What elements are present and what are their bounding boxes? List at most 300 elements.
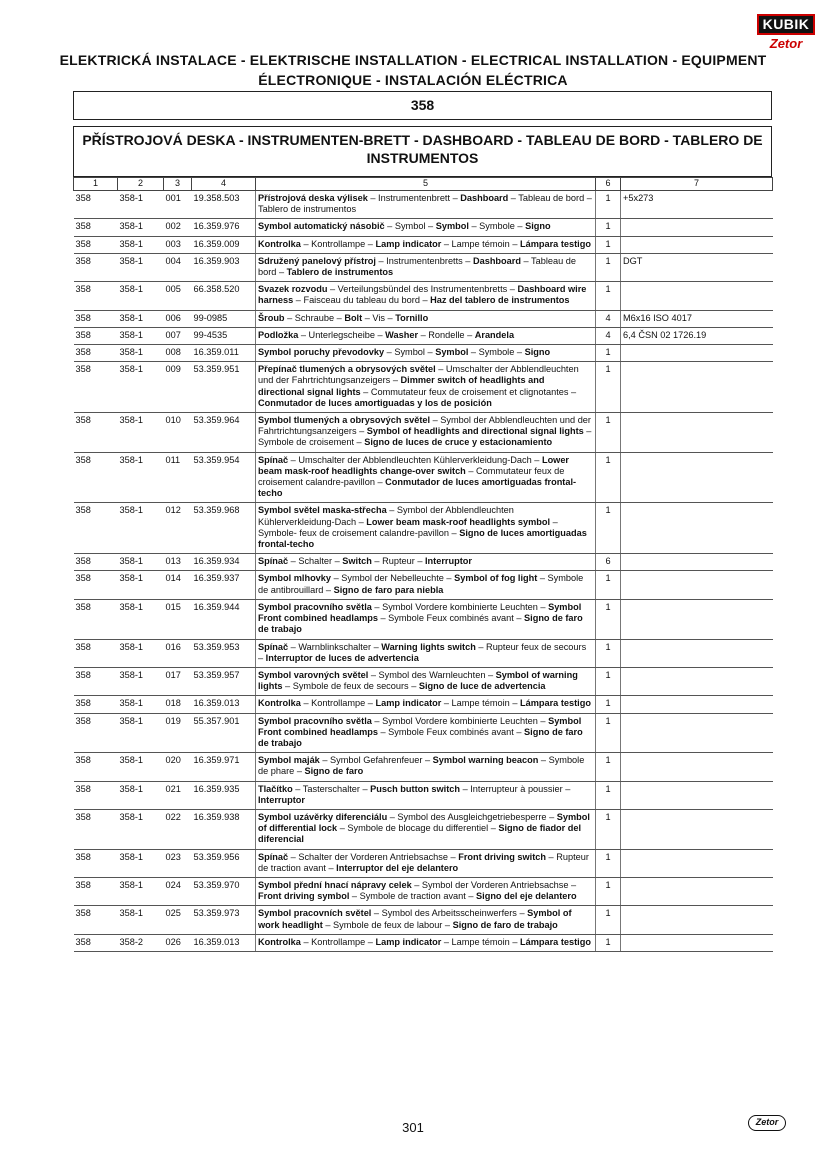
quantity-cell: 4 (596, 310, 621, 327)
table-row (74, 753, 773, 781)
description-segment: Signo de fiador del diferencial (258, 823, 582, 845)
column-header: 1 (74, 178, 118, 191)
group-cell: 358 (74, 452, 118, 503)
table-row (74, 713, 773, 753)
description-segment: Symbol (435, 221, 469, 232)
position-cell: 001 (164, 191, 192, 219)
group-number-box: 358 (73, 91, 772, 120)
description-segment: Tlačítko (258, 783, 293, 794)
figure-cell: 358-1 (118, 503, 164, 554)
group-cell: 358 (74, 554, 118, 571)
description-segment: – Commutateur feux de croisement et clignotantes – (360, 386, 577, 397)
figure-cell: 358-1 (118, 345, 164, 362)
note-cell (621, 599, 773, 639)
description-segment: – Rupteur – (371, 556, 425, 567)
description-segment: – Lampe témoin – (441, 698, 520, 709)
figure-cell: 358-2 (118, 934, 164, 951)
position-cell: 008 (164, 345, 192, 362)
description-segment: Přístrojová deska výlisek (258, 193, 368, 203)
description-cell (256, 503, 596, 554)
description-segment: Conmutador de luces amortiguadas frontal-techo (258, 477, 577, 499)
description-segment: – Rupteur de traction avant – (258, 851, 589, 873)
description-segment: Signo de faro (304, 766, 364, 777)
description-segment: Signo de luces amortiguadas frontal-techo (258, 527, 587, 550)
position-cell: 012 (164, 503, 192, 554)
description-segment: Lamp indicator (375, 936, 442, 947)
description-segment: – Rondelle – (418, 329, 475, 340)
note-cell (621, 713, 773, 753)
table-row (74, 809, 773, 849)
note-cell (621, 413, 773, 453)
description-segment: – Commutateur feux de croisement calandre-pavillon – (258, 465, 565, 488)
description-segment: Symbol pracovních světel (258, 908, 372, 919)
description-segment: – Tableau de bord – Tablero de instrumentos (258, 193, 592, 215)
table-row (74, 696, 773, 713)
description-segment: Conmutador de luces amortiguadas y los de posición (258, 397, 492, 408)
description-segment: – Vis – (362, 312, 396, 323)
description-cell (256, 934, 596, 951)
description-cell (256, 362, 596, 413)
description-segment: Lamp indicator (375, 698, 442, 709)
description-cell (256, 906, 596, 934)
figure-cell: 358-1 (118, 571, 164, 599)
group-cell: 358 (74, 753, 118, 781)
description-cell (256, 219, 596, 236)
table-row (74, 781, 773, 809)
group-cell: 358 (74, 327, 118, 344)
group-cell: 358 (74, 310, 118, 327)
quantity-cell: 1 (596, 809, 621, 849)
description-segment: Signo del eje delantero (476, 891, 577, 902)
description-segment: – Symbol des Warnleuchten – (368, 669, 496, 680)
note-cell (621, 877, 773, 905)
note-cell (621, 906, 773, 934)
description-segment: – Verteilungsbündel des Instrumentenbretts – (327, 284, 518, 295)
figure-cell: 358-1 (118, 599, 164, 639)
quantity-cell: 1 (596, 639, 621, 667)
figure-cell: 358-1 (118, 809, 164, 849)
note-cell (621, 753, 773, 781)
position-cell: 011 (164, 452, 192, 503)
description-segment: Interruptor del eje delantero (336, 862, 459, 873)
description-segment: Symbol of headlights and directional signal lights (366, 426, 584, 437)
description-segment: – Schraube – (284, 312, 345, 323)
description-segment: Bolt (344, 312, 363, 323)
quantity-cell: 1 (596, 571, 621, 599)
description-segment: Signo de faro de trabajo (452, 919, 558, 930)
document-header-line2: ÉLECTRONIQUE - INSTALACIÓN ELÉCTRICA (258, 72, 568, 88)
description-segment: Dashboard wire harness (258, 284, 587, 306)
description-segment: – Symbol Gefahrenfeuer – (319, 755, 433, 766)
description-segment: – Instrumentenbretts – (375, 255, 473, 266)
part-number-cell: 53.359.970 (192, 877, 256, 905)
description-segment: Symbol of fog light (454, 573, 538, 584)
description-segment: – Interrupteur à poussier – (460, 783, 571, 794)
description-segment: – Symbol – (384, 221, 436, 232)
description-segment: – Lampe témoin – (441, 936, 520, 947)
description-segment: Symbol of differential lock (258, 811, 590, 834)
group-cell: 358 (74, 906, 118, 934)
group-cell: 358 (74, 599, 118, 639)
description-segment: – Rupteur feux de secours – (258, 641, 587, 663)
description-cell (256, 413, 596, 453)
position-cell: 017 (164, 667, 192, 695)
part-number-cell: 53.359.957 (192, 667, 256, 695)
column-header: 3 (164, 178, 192, 191)
description-segment: Lower beam mask-roof headlights symbol (366, 516, 551, 527)
description-segment: Spínač (258, 556, 289, 567)
position-cell: 004 (164, 253, 192, 281)
description-segment: Tablero de instrumentos (286, 267, 394, 278)
description-segment: Symbol mlhovky (258, 573, 332, 584)
description-segment: Symbol pracovního světla (258, 715, 372, 726)
description-segment: Arandela (474, 329, 515, 340)
table-row (74, 639, 773, 667)
group-cell: 358 (74, 413, 118, 453)
quantity-cell: 1 (596, 696, 621, 713)
description-segment: – Symbol des Ausgleichgetriebesperre – (387, 811, 557, 822)
description-segment: – Symbol Vordere kombinierte Leuchten – (371, 715, 549, 726)
description-cell (256, 696, 596, 713)
description-segment: Symbol tlumených a obrysových světel (258, 415, 431, 426)
description-segment: – Tasterschalter – (292, 783, 371, 794)
description-segment: Signo de faro para niebla (333, 584, 444, 595)
description-segment: – Schalter der Vorderen Antriebsachse – (288, 851, 459, 862)
description-cell (256, 253, 596, 281)
column-header: 4 (192, 178, 256, 191)
note-cell (621, 696, 773, 713)
quantity-cell: 1 (596, 781, 621, 809)
part-number-cell: 16.359.935 (192, 781, 256, 809)
description-cell (256, 781, 596, 809)
position-cell: 022 (164, 809, 192, 849)
description-cell (256, 310, 596, 327)
part-number-cell: 53.359.953 (192, 639, 256, 667)
description-cell (256, 282, 596, 310)
quantity-cell: 1 (596, 219, 621, 236)
zetor-footer-logo: Zetor (748, 1115, 786, 1131)
description-cell (256, 809, 596, 849)
group-cell: 358 (74, 503, 118, 554)
group-cell: 358 (74, 713, 118, 753)
description-segment: – Tableau de bord – (258, 255, 576, 278)
description-segment: – Instrumentenbrett – (367, 193, 461, 203)
figure-cell: 358-1 (118, 713, 164, 753)
note-cell (621, 219, 773, 236)
description-segment: – Symbol der Abblendleuchten und der Fahrtrichtungsanzeigers – (258, 415, 591, 437)
position-cell: 007 (164, 327, 192, 344)
description-segment: Symbol of work headlight (258, 908, 572, 930)
description-segment: Symbol přední hnací nápravy celek (258, 879, 412, 890)
group-cell: 358 (74, 345, 118, 362)
description-segment: – Symbol der Abblendleuchten Kühlerverkleidung-Dach – (258, 505, 514, 527)
description-segment: – Symbole Feux combinés avant – (377, 726, 525, 737)
table-row (74, 599, 773, 639)
description-segment: Interruptor (425, 556, 472, 567)
table-row (74, 310, 773, 327)
table-row (74, 345, 773, 362)
figure-cell: 358-1 (118, 781, 164, 809)
quantity-cell: 1 (596, 236, 621, 253)
position-cell: 024 (164, 877, 192, 905)
position-cell: 002 (164, 219, 192, 236)
position-cell: 026 (164, 934, 192, 951)
part-number-cell: 99-0985 (192, 310, 256, 327)
position-cell: 025 (164, 906, 192, 934)
position-cell: 019 (164, 713, 192, 753)
quantity-cell: 1 (596, 345, 621, 362)
quantity-cell: 1 (596, 934, 621, 951)
column-header: 2 (118, 178, 164, 191)
description-segment: – Symbol – (384, 347, 436, 358)
description-segment: – Symbole de blocage du differentiel – (337, 823, 499, 834)
kubik-logo-text: KUBIK (757, 14, 815, 35)
group-cell: 358 (74, 781, 118, 809)
kubik-zetor-logo (757, 14, 815, 62)
figure-cell: 358-1 (118, 413, 164, 453)
figure-cell: 358-1 (118, 753, 164, 781)
position-cell: 020 (164, 753, 192, 781)
description-segment: Lamp indicator (375, 238, 442, 249)
note-cell: 6,4 ČSN 02 1726.19 (621, 327, 773, 344)
part-number-cell: 99-4535 (192, 327, 256, 344)
table-row (74, 554, 773, 571)
quantity-cell: 1 (596, 452, 621, 503)
part-number-cell: 53.359.956 (192, 849, 256, 877)
group-cell: 358 (74, 571, 118, 599)
column-header: 5 (256, 178, 596, 191)
figure-cell: 358-1 (118, 906, 164, 934)
position-cell: 006 (164, 310, 192, 327)
table-row (74, 253, 773, 281)
description-segment: Front driving symbol (258, 891, 350, 902)
description-segment: Dimmer switch of headlights and directional signal lights (258, 375, 545, 397)
note-cell (621, 934, 773, 951)
note-cell (621, 554, 773, 571)
parts-table (73, 177, 773, 952)
part-number-cell: 55.357.901 (192, 713, 256, 753)
part-number-cell: 16.359.009 (192, 236, 256, 253)
position-cell: 013 (164, 554, 192, 571)
quantity-cell: 6 (596, 554, 621, 571)
group-cell: 358 (74, 253, 118, 281)
description-cell (256, 345, 596, 362)
description-segment: Front driving switch (458, 851, 546, 862)
group-cell: 358 (74, 849, 118, 877)
description-segment: – Symbol der Nebelleuchte – (331, 573, 455, 584)
description-segment: Kontrolka (258, 238, 301, 249)
group-cell: 358 (74, 809, 118, 849)
description-segment: Sdružený panelový přístroj (258, 255, 376, 266)
note-cell (621, 571, 773, 599)
column-header: 7 (621, 178, 773, 191)
part-number-cell: 16.359.013 (192, 934, 256, 951)
note-cell: M6x16 ISO 4017 (621, 310, 773, 327)
description-segment: Spínač (258, 454, 289, 465)
part-number-cell: 16.359.971 (192, 753, 256, 781)
position-cell: 018 (164, 696, 192, 713)
position-cell: 023 (164, 849, 192, 877)
position-cell: 003 (164, 236, 192, 253)
description-segment: Warning lights switch (381, 641, 476, 652)
table-row (74, 667, 773, 695)
description-segment: Washer (385, 329, 419, 340)
description-segment: Dashboard (472, 255, 521, 266)
description-segment: Kontrolka (258, 698, 301, 709)
note-cell (621, 809, 773, 849)
description-segment: Signo (525, 221, 551, 232)
table-row (74, 849, 773, 877)
description-segment: – Symbol des Arbeitsscheinwerfers – (371, 908, 528, 919)
position-cell: 016 (164, 639, 192, 667)
description-segment: – Symbole de feux de secours – (282, 681, 419, 692)
description-segment: Kontrolka (258, 936, 301, 947)
description-cell (256, 713, 596, 753)
figure-cell: 358-1 (118, 554, 164, 571)
note-cell: +5x273 (621, 191, 773, 219)
document-header-line1: ELEKTRICKÁ INSTALACE - ELEKTRISCHE INSTALLATION - ELECTRICAL INSTALLATION - EQUIPMENT (59, 52, 767, 68)
description-segment: Spínač (258, 851, 289, 862)
part-number-cell: 16.359.013 (192, 696, 256, 713)
part-number-cell: 53.359.964 (192, 413, 256, 453)
part-number-cell: 16.359.938 (192, 809, 256, 849)
figure-cell: 358-1 (118, 282, 164, 310)
figure-cell: 358-1 (118, 327, 164, 344)
description-segment: – Kontrollampe – (300, 698, 376, 709)
description-cell (256, 599, 596, 639)
description-segment: Symbol světel maska-střecha (258, 505, 387, 516)
quantity-cell: 1 (596, 753, 621, 781)
description-segment: Symbol automatický násobič (258, 221, 385, 232)
quantity-cell: 1 (596, 877, 621, 905)
part-number-cell: 53.359.973 (192, 906, 256, 934)
description-segment: Haz del tablero de instrumentos (430, 295, 570, 306)
description-segment: Symbol warning beacon (432, 755, 539, 766)
description-segment: – Lampe témoin – (441, 238, 520, 249)
note-cell (621, 849, 773, 877)
description-segment: – Kontrollampe – (300, 238, 376, 249)
quantity-cell: 1 (596, 849, 621, 877)
figure-cell: 358-1 (118, 849, 164, 877)
description-segment: Symbol pracovního světla (258, 601, 372, 612)
zetor-logo-text: Zetor (769, 36, 803, 51)
description-segment: Symbol maják (258, 755, 320, 766)
description-segment: Přepínač tlumených a obrysových světel (258, 364, 436, 375)
description-segment: Symbol Front combined headlamps (258, 601, 582, 624)
figure-cell: 358-1 (118, 362, 164, 413)
description-cell (256, 327, 596, 344)
description-segment: Signo (524, 347, 551, 358)
description-segment: Tornillo (395, 312, 429, 323)
description-segment: – Symbole – (468, 347, 525, 358)
group-cell: 358 (74, 934, 118, 951)
group-cell: 358 (74, 877, 118, 905)
note-cell (621, 452, 773, 503)
figure-cell: 358-1 (118, 253, 164, 281)
table-row (74, 877, 773, 905)
note-cell (621, 345, 773, 362)
description-cell (256, 554, 596, 571)
part-number-cell: 53.359.951 (192, 362, 256, 413)
description-segment: – Symbole de phare – (258, 755, 585, 777)
description-segment: Šroub (258, 312, 285, 323)
description-segment: – Faisceau du tableau du bord – (293, 295, 431, 306)
description-segment: Signo de faro de trabajo (258, 613, 583, 635)
figure-cell: 358-1 (118, 452, 164, 503)
position-cell: 014 (164, 571, 192, 599)
description-segment: – Symbole de croisement – (258, 426, 592, 448)
description-segment: Signo de luce de advertencia (418, 681, 546, 692)
description-segment: Lower beam mask-roof headlights change-over switch (258, 454, 570, 476)
position-cell: 010 (164, 413, 192, 453)
note-cell (621, 667, 773, 695)
description-segment: Lámpara testigo (519, 238, 591, 249)
position-cell: 021 (164, 781, 192, 809)
quantity-cell: 1 (596, 503, 621, 554)
table-row (74, 571, 773, 599)
description-cell (256, 452, 596, 503)
description-segment: Switch (342, 556, 372, 567)
part-number-cell: 66.358.520 (192, 282, 256, 310)
description-segment: – Symbole de feux de labour – (322, 919, 453, 930)
table-row (74, 362, 773, 413)
part-number-cell: 16.359.976 (192, 219, 256, 236)
description-segment: – Symbole- feux de croisement calandre-pavillon – (258, 516, 558, 538)
table-row (74, 327, 773, 344)
table-row (74, 236, 773, 253)
table-row (74, 219, 773, 236)
description-segment: Signo de faro de trabajo (258, 726, 583, 748)
quantity-cell: 1 (596, 282, 621, 310)
description-segment: – Kontrollampe – (300, 936, 376, 947)
figure-cell: 358-1 (118, 877, 164, 905)
quantity-cell: 1 (596, 362, 621, 413)
description-segment: Interruptor de luces de advertencia (265, 652, 419, 663)
part-number-cell: 19.358.503 (192, 191, 256, 219)
figure-cell: 358-1 (118, 639, 164, 667)
description-segment: Spínač (258, 641, 289, 652)
description-segment: Lámpara testigo (519, 936, 591, 947)
table-row (74, 282, 773, 310)
position-cell: 009 (164, 362, 192, 413)
description-cell (256, 236, 596, 253)
quantity-cell: 1 (596, 713, 621, 753)
note-cell (621, 362, 773, 413)
table-row (74, 906, 773, 934)
description-segment: – Umschalter der Abblendleuchten Kühlerverkleidung-Dach – (288, 454, 542, 465)
description-segment: Symbol Front combined headlamps (258, 715, 582, 737)
part-number-cell: 16.359.011 (192, 345, 256, 362)
position-cell: 005 (164, 282, 192, 310)
description-cell (256, 877, 596, 905)
quantity-cell: 1 (596, 906, 621, 934)
figure-cell: 358-1 (118, 667, 164, 695)
description-segment: Pusch button switch (370, 783, 461, 794)
quantity-cell: 1 (596, 253, 621, 281)
description-segment: – Unterlegscheibe – (298, 329, 386, 340)
note-cell (621, 781, 773, 809)
group-cell: 358 (74, 219, 118, 236)
section-title-box: PŘÍSTROJOVÁ DESKA - INSTRUMENTEN-BRETT - DASHBOARD - TABLEAU DE BORD - TABLERO DE INSTRUMENTOS (73, 126, 772, 177)
description-segment: Symbol (435, 347, 469, 358)
group-cell: 358 (74, 639, 118, 667)
description-segment: – Warnblinkschalter – (288, 641, 382, 652)
description-cell (256, 849, 596, 877)
quantity-cell: 1 (596, 599, 621, 639)
description-segment: – Schalter – (288, 556, 343, 567)
group-cell: 358 (74, 282, 118, 310)
description-segment: – Umschalter der Abblendleuchten und der Fahrtrichtungsanzeigers – (258, 364, 579, 386)
